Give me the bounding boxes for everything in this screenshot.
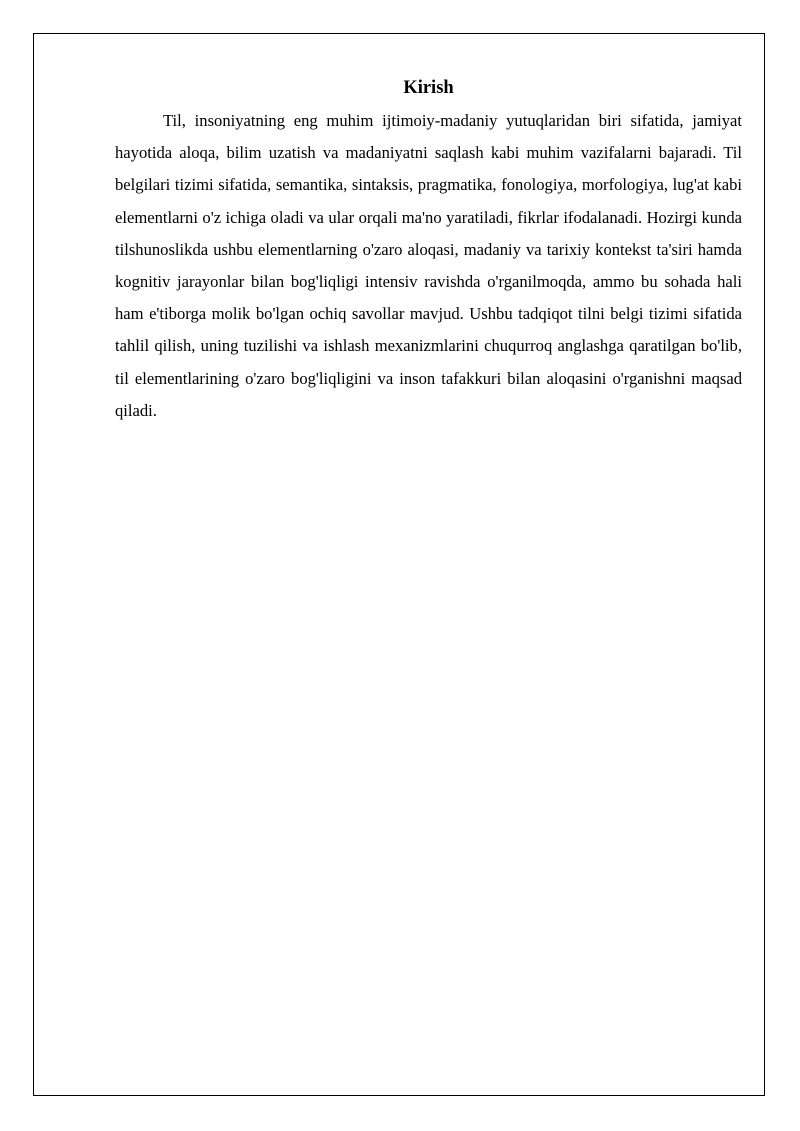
page-content [115, 76, 742, 427]
body-paragraph: Til, insoniyatning eng muhim ijtimoiy-madaniy yutuqlaridan biri sifatida, jamiyat hayotida aloqa, bilim uzatish va madaniyatni saqlash kabi muhim vazifalarni bajaradi. Til belgilari tizimi sifatida, semantika, sintaksis, pragmatika, fonologiya, morfologiya, lug'at kabi elementlarni o'z ichiga oladi va ular orqali ma'no yaratiladi, fikrlar ifodalanadi. Hozirgi kunda tilshunoslikda ushbu elementlarning o'zaro aloqasi, madaniy va tarixiy kontekst ta'siri hamda kognitiv jarayonlar bilan bog'liqligi intensiv ravishda o'rganilmoqda, ammo bu sohada hali ham e'tiborga molik bo'lgan ochiq savollar mavjud. Ushbu tadqiqot tilni belgi tizimi sifatida tahlil qilish, uning tuzilishi va ishlash mexanizmlarini chuqurroq anglashga qaratilgan bo'lib, til elementlarining o'zaro bog'liqligini va inson tafakkuri bilan aloqasini o'rganishni maqsad qiladi. [115, 111, 742, 420]
section-title: Kirish [403, 78, 454, 98]
